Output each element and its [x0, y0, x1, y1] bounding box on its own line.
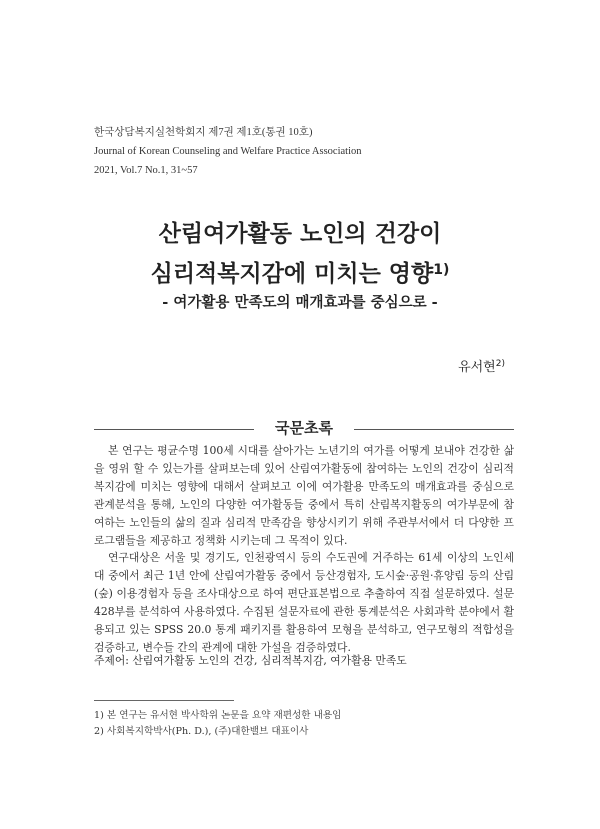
paper-subtitle: - 여가활용 만족도의 매개효과를 중심으로 - [162, 295, 438, 311]
footnote-1: 1) 본 연구는 유서현 박사학위 논문을 요약 재편성한 내용임 [94, 710, 342, 721]
abstract-paragraph-1: 본 연구는 평균수명 100세 시대를 살아가는 노년기의 여가를 어떻게 보내야 건강한 삶을 영위 할 수 있는가를 살펴보는데 있어 산림여가활동에 참여하는 노인의 건강이 심리적복지감에 미치는 영향에 대해서 살펴보고 이에 여가활용 만족도의 매개효과를 중심으로 관계분석을 통해, 노인의 다양한 여가활동들 중에서 특히 산림복지활동의 여가부문에 참여하는 노인들의 삶의 질과 심리적 만족감을 향상시키기 위해 주관부서에서 더 다양한 프로그램들을 제공하고 정책화 시키는데 그 목적이 있다. [94, 444, 514, 547]
journal-name-korean: 한국상담복지실천학회지 제7권 제1호(통권 10호) [94, 127, 313, 138]
footnote-divider [94, 700, 234, 701]
journal-volume: 2021, Vol.7 No.1, 31~57 [94, 165, 198, 176]
keywords: 주제어: 산림여가활동 노인의 건강, 심리적복지감, 여가활용 만족도 [94, 654, 407, 667]
heading-rule-right [354, 429, 514, 430]
journal-header [94, 123, 362, 180]
author-name: 유서현 [458, 360, 496, 375]
abstract-paragraph-2: 연구대상은 서울 및 경기도, 인천광역시 등의 수도권에 거주하는 61세 이상의 노인세대 중에서 최근 1년 안에 산림여가활동 중에서 등산경험자, 도시숲·공원·휴양림 등의 산림(숲) 이용경험자 등을 조사대상으로 하여 편단표본법으로 추출하여 직접 설문하였다. 설문 428부를 분석하여 사용하였다. 수집된 설문자료에 관한 통계분석은 사회과학 분야에서 활용되고 있는 SPSS 20.0 통계 패키지를 활용하여 모형을 분석하고, 연구모형의 적합성을 검증하고, 변수들 간의 관계에 대한 가설을 검증하였다. [94, 551, 514, 654]
abstract-body [94, 442, 514, 657]
journal-name-english: Journal of Korean Counseling and Welfare Practice Association [94, 146, 362, 157]
title-line-2-text: 심리적복지감에 미치는 영향 [150, 261, 434, 287]
paper-title [0, 216, 600, 292]
title-line-1: 산림여가활동 노인의 건강이 [158, 221, 442, 247]
footnote-2: 2) 사회복지학박사(Ph. D.), (주)대한밸브 대표이사 [94, 726, 309, 737]
title-line-2 [0, 252, 600, 292]
author-footnote-mark: 2) [495, 359, 505, 369]
abstract-heading-text: 국문초록 [275, 419, 333, 437]
footnotes [94, 708, 341, 740]
author [458, 356, 505, 375]
abstract-heading [94, 418, 514, 438]
title-footnote-mark: 1) [433, 262, 450, 278]
